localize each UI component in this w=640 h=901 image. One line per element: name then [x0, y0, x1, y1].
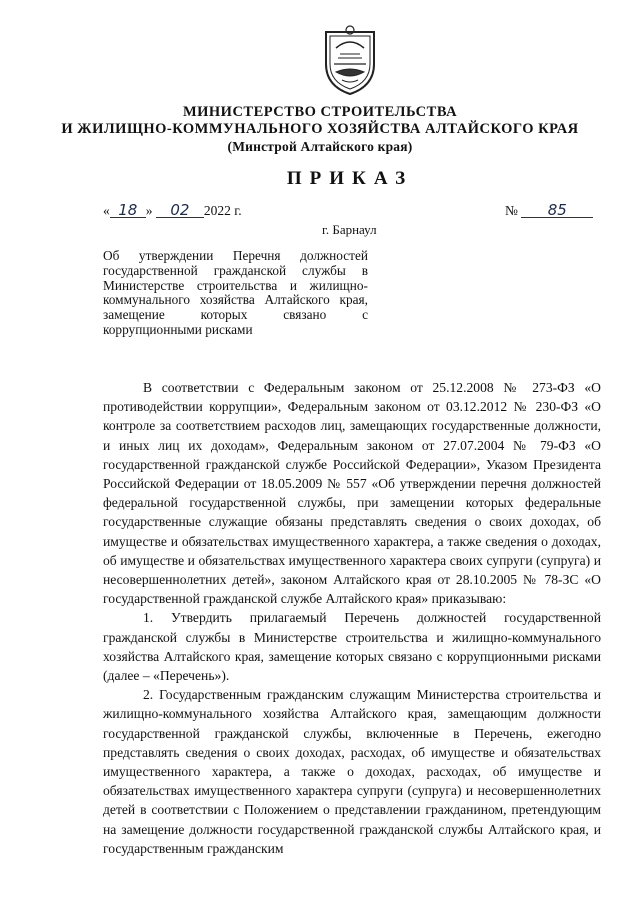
body-item-1: 1. Утвердить прилагаемый Перечень должностей государственной гражданской службы в Министерстве строительства и жилищно-коммунального хозяйства Алтайского края, замещение которых связано с коррупционными рисками (далее – «Перечень»). — [103, 610, 601, 684]
document-date — [103, 203, 242, 219]
body-preamble: В соответствии с Федеральным законом от 25.12.2008 № 273-ФЗ «О противодействии коррупции», Федеральным законом от 03.12.2012 № 230-ФЗ «О контроле за соответствием расходов лиц, замещающих государственные должности, и иных лиц их доходам», Федеральным законом от 27.07.2004 № 79-ФЗ «О государственной гражданской службе Российской Федерации», Указом Президента Российской Федерации от 18.05.2009 № 557 «Об утверждении перечня должностей федеральной государственной службы, при замещении которых федеральные государственные служащие обязаны представлять сведения о своих доходах, об имуществе и обязательствах имущественного характера, а также сведения о доходах, об имуществе и обязательствах имущественного характера своих супруги (супруга) и несовершеннолетних детей», законом Алтайского края от 28.10.2005 № 78-ЗС «О государственной гражданской службе Алтайского края» приказываю: — [103, 380, 601, 607]
number-label: № — [505, 203, 518, 218]
document-subject: Об утверждении Перечня должностей государственной гражданской службы в Министерстве строительства и жилищно-коммунального хозяйства Алтайского края, замещение которых связано с коррупционными рисками — [103, 248, 368, 337]
document-number — [505, 203, 593, 219]
date-year: 2022 г. — [203, 203, 242, 218]
date-day: 18 — [110, 203, 146, 218]
quote-close: » — [145, 203, 153, 218]
ministry-name-line1: МИНИСТЕРСТВО СТРОИТЕЛЬСТВА — [182, 104, 458, 120]
number-value: 85 — [521, 203, 593, 218]
ministry-short-name: (Минстрой Алтайского края) — [227, 139, 413, 154]
coat-of-arms-icon — [322, 24, 378, 96]
date-month: 02 — [156, 203, 204, 218]
document-type-title: ПРИКАЗ — [286, 168, 414, 189]
document-city: г. Барнаул — [322, 222, 377, 237]
quote-open: « — [103, 203, 110, 218]
body-item-2: 2. Государственным гражданским служащим Министерства строительства и жилищно-коммунального хозяйства Алтайского края, замещающим должности государственной гражданской службы, включенные в Перечень, ежегодно представлять сведения о своих доходах, расходах, об имуществе и обязательствах имущественного характера, а также о доходах, расходах, об имуществе и обязательствах имущественного характера супруги (супруга) и несовершеннолетних детей в соответствии с Положением о представлении гражданином, претендующим на замещение должности государственной гражданской службы Алтайского края, и государственным гражданским — [103, 687, 601, 856]
ministry-name-line2: И ЖИЛИЩНО-КОММУНАЛЬНОГО ХОЗЯЙСТВА АЛТАЙСКОГО КРАЯ — [61, 121, 579, 137]
document-body — [103, 378, 601, 858]
